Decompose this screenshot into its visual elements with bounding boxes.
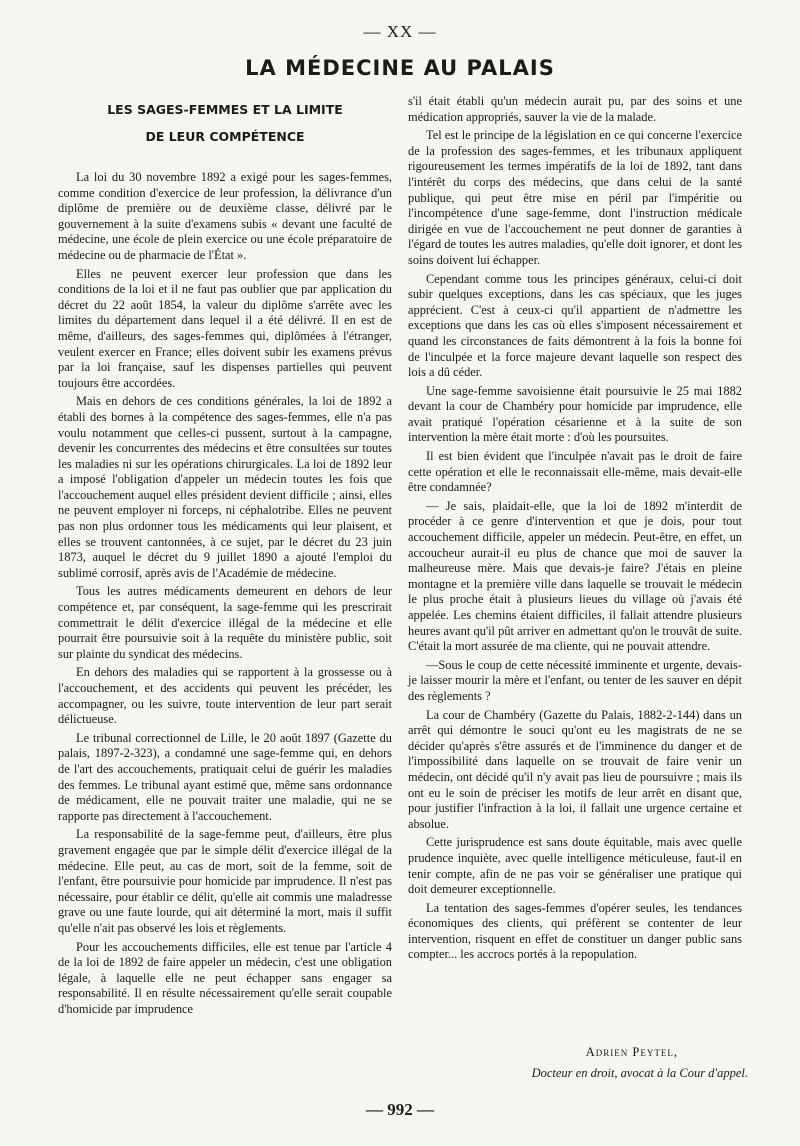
left-column xyxy=(58,96,392,1020)
paragraph: Pour les accouchements difficiles, elle est tenue par l'article 4 de la loi de 1892 de faire appeler un médecin, c'est une obligation légale, à laquelle elle ne peut échapper sans engager sa responsabilité. Il en résulte nécessairement qu'elle serait coupable d'homicide par imprudence xyxy=(58,939,392,1016)
subtitle-line-1: LES SAGES-FEMMES ET LA LIMITE xyxy=(107,102,343,117)
paragraph: Mais en dehors de ces conditions générales, la loi de 1892 a établi des bornes à la compétence des sages-femmes, elle n'a pas voulu notamment que celles-ci pussent, surtout à la campagne, devenir les concurrentes des médecins et être consultées sur toutes les maladies ni sur les opérations chirurgicales. La loi de 1892 leur a imposé l'obligation d'appeler un médecin toutes les fois que l'accouchement auquel elles président devient difficile ; ainsi, elles ne peuvent employer ni forceps, ni céphalotribe. Elles ne peuvent pas non plus ordonner tous les médicaments qui leur plaisent, et elles se trouvent cantonnées, à ce sujet, par le décret du 23 juin 1873, auquel le décret du 9 juillet 1890 a ajouté l'emploi du sublimé corrosif, après avis de l'Académie de médecine. xyxy=(58,394,392,580)
subtitle-line-2: DE LEUR COMPÉTENCE xyxy=(145,129,305,144)
paragraph: Elles ne peuvent exercer leur profession que dans les conditions de la loi et il ne faut pas oublier que par application du décret du 22 août 1854, la valeur du diplôme s'arrête avec les limites du département dans lequel il a été délivré. Il en est de même, d'ailleurs, des sages-femmes qui, diplômées à l'étranger, veulent exercer en France; elles doivent subir les examens prévus par la loi française, sauf les dispenses partielles qui peuvent toujours être accordées. xyxy=(58,266,392,390)
paragraph: — Je sais, plaidait-elle, que la loi de 1892 m'interdit de procéder à ce genre d'intervention et que je dois, pour tout accouchement difficile, appeler un médecin. Peut-être, en effet, un accoucheur aurait-il eu plus de chance que moi de sauver la malheureuse mère. Mais que devais-je faire? J'étais en pleine montagne et la première ville dans laquelle se trouvait le médecin le plus proche était à plusieurs lieues du village où j'avais été appelée. Les chemins étaient difficiles, il fallait attendre plusieurs heures avant qu'il pût arriver en admettant qu'on le trouvât de suite. C'était la mort assurée de ma cliente, qui ne pouvait attendre. xyxy=(408,498,742,654)
author-signature xyxy=(408,1045,748,1081)
footer-page-number: — 992 — xyxy=(366,1100,434,1119)
author-title: Docteur en droit, avocat à la Cour d'appel. xyxy=(531,1066,748,1080)
author-name: Adrien Peytel, xyxy=(585,1045,678,1059)
paragraph-continued: s'il était établi qu'un médecin aurait pu, par des soins et une médication appropriés, sauver la vie de la malade. xyxy=(408,94,742,124)
paragraph: En dehors des maladies qui se rapportent à la grossesse ou à l'accouchement, et des accidents qui peuvent les précéder, les accompagner, ou les suivre, toute intervention de leur part serait délictueuse. xyxy=(58,665,392,727)
paragraph: Le tribunal correctionnel de Lille, le 20 août 1897 (Gazette du palais, 1897-2-323), a condamné une sage-femme qui, en dehors de l'art des accouchements, pratiquait celui de guérir les maladies des femmes. Le tribunal ayant estimé que, même sans ordonnance de médicament, elle ne pouvait traiter une maladie, qui ne se rapporte pas directement à l'accouchement. xyxy=(58,730,392,823)
article-subtitle xyxy=(58,96,392,150)
paragraph: Tel est le principe de la législation en ce qui concerne l'exercice de la profession des sages-femmes, et les tribunaux appliquent rigoureusement les termes impératifs de la loi de 1892, tant dans l'intérêt du corps des médecins, que dans celui de la santé publique, qui peut être mise en péril par l'impéritie ou l'incompétence d'une sage-femme, dont l'instruction médicale dirigée en vue de l'accouchement ne peut donner de garanties à l'égard de toutes les autres maladies, qu'elle doit ignorer, et dont les soins doivent lui échapper. xyxy=(408,128,742,267)
article-section-title: LA MÉDECINE AU PALAIS xyxy=(245,56,555,80)
paragraph: La tentation des sages-femmes d'opérer seules, les tendances économiques des clients, qui préfèrent se contenter de leur intervention, risquent en effet de constituer un danger public sans compter... les accrocs portés à la repopulation. xyxy=(408,900,742,962)
right-column xyxy=(408,94,742,966)
paragraph: —Sous le coup de cette nécessité imminente et urgente, devais-je laisser mourir la mère et l'enfant, ou tenter de les sauver en dépit des règlements ? xyxy=(408,657,742,703)
paragraph: Tous les autres médicaments demeurent en dehors de leur compétence et, par conséquent, la sage-femme qui les prescrirait commettrait le délit d'exercice illégal de la médecine et elle pourrait être poursuivie soit à la requête du ministère public, soit sur plainte du syndicat des médecins. xyxy=(58,584,392,661)
paragraph: La loi du 30 novembre 1892 a exigé pour les sages-femmes, comme condition d'exercice de leur profession, la délivrance d'un diplôme de première ou de deuxième classe, délivré par le gouvernement à la suite d'examens subis « devant une faculté de médecine, une école de plein exercice ou une école préparatoire de médecine ou de pharmacie de l'État ». xyxy=(58,170,392,262)
paragraph: La cour de Chambéry (Gazette du Palais, 1882-2-144) dans un arrêt qui démontre le souci qu'ont eu les magistrats de ne se décider qu'après s'être assurés et de l'imminence du danger et de l'impossibilité dans laquelle on se trouvait de faire venir un médecin, ont décidé qu'il n'y avait pas lieu de poursuivre ; mais ils ont eu le soin de préciser les motifs de leur arrêt en disant que, pour justifier l'infraction à la loi, il fallait une urgence certaine et absolue. xyxy=(408,707,742,831)
paragraph: La responsabilité de la sage-femme peut, d'ailleurs, être plus gravement engagée que par le simple délit d'exercice illégal de la médecine. Elle peut, au cas de mort, soit de la femme, soit de l'enfant, être poursuivie pour homicide par imprudence. Il n'est pas nécessaire, pour établir ce délit, qu'elle ait commis une maladresse grave ou une faute lourde, qui ait déterminé la mort, mais il suffit qu'elle n'ait pas observé les lois et règlements. xyxy=(58,827,392,935)
header-page-label: — XX — xyxy=(363,22,437,41)
paragraph: Il est bien évident que l'inculpée n'avait pas le droit de faire cette opération et elle le reconnaissait elle-même, mais devait-elle être condamnée? xyxy=(408,449,742,495)
paragraph: Une sage-femme savoisienne était poursuivie le 25 mai 1882 devant la cour de Chambéry pour homicide par imprudence, elle avait pratiqué l'opération césarienne et à la suite de son intervention la mère était morte : d'où les poursuites. xyxy=(408,383,742,445)
paragraph: Cependant comme tous les principes généraux, celui-ci doit subir quelques exceptions, dans les cas spéciaux, que les juges apprécient. C'est à ceux-ci qu'il appartient de n'admettre les exceptions que dans les cas où elles s'imposent nécessairement et quand les circonstances de faits démontrent à la fois la bonne foi de l'inculpée et la force majeure devant laquelle son respect des lois a dû céder. xyxy=(408,271,742,380)
paragraph: Cette jurisprudence est sans doute équitable, mais avec quelle prudence inquiète, avec quelle intelligence méticuleuse, faut-il en tenir compte, afin de ne pas voir se généraliser une pratique qui doit demeurer exceptionnelle. xyxy=(408,835,742,897)
